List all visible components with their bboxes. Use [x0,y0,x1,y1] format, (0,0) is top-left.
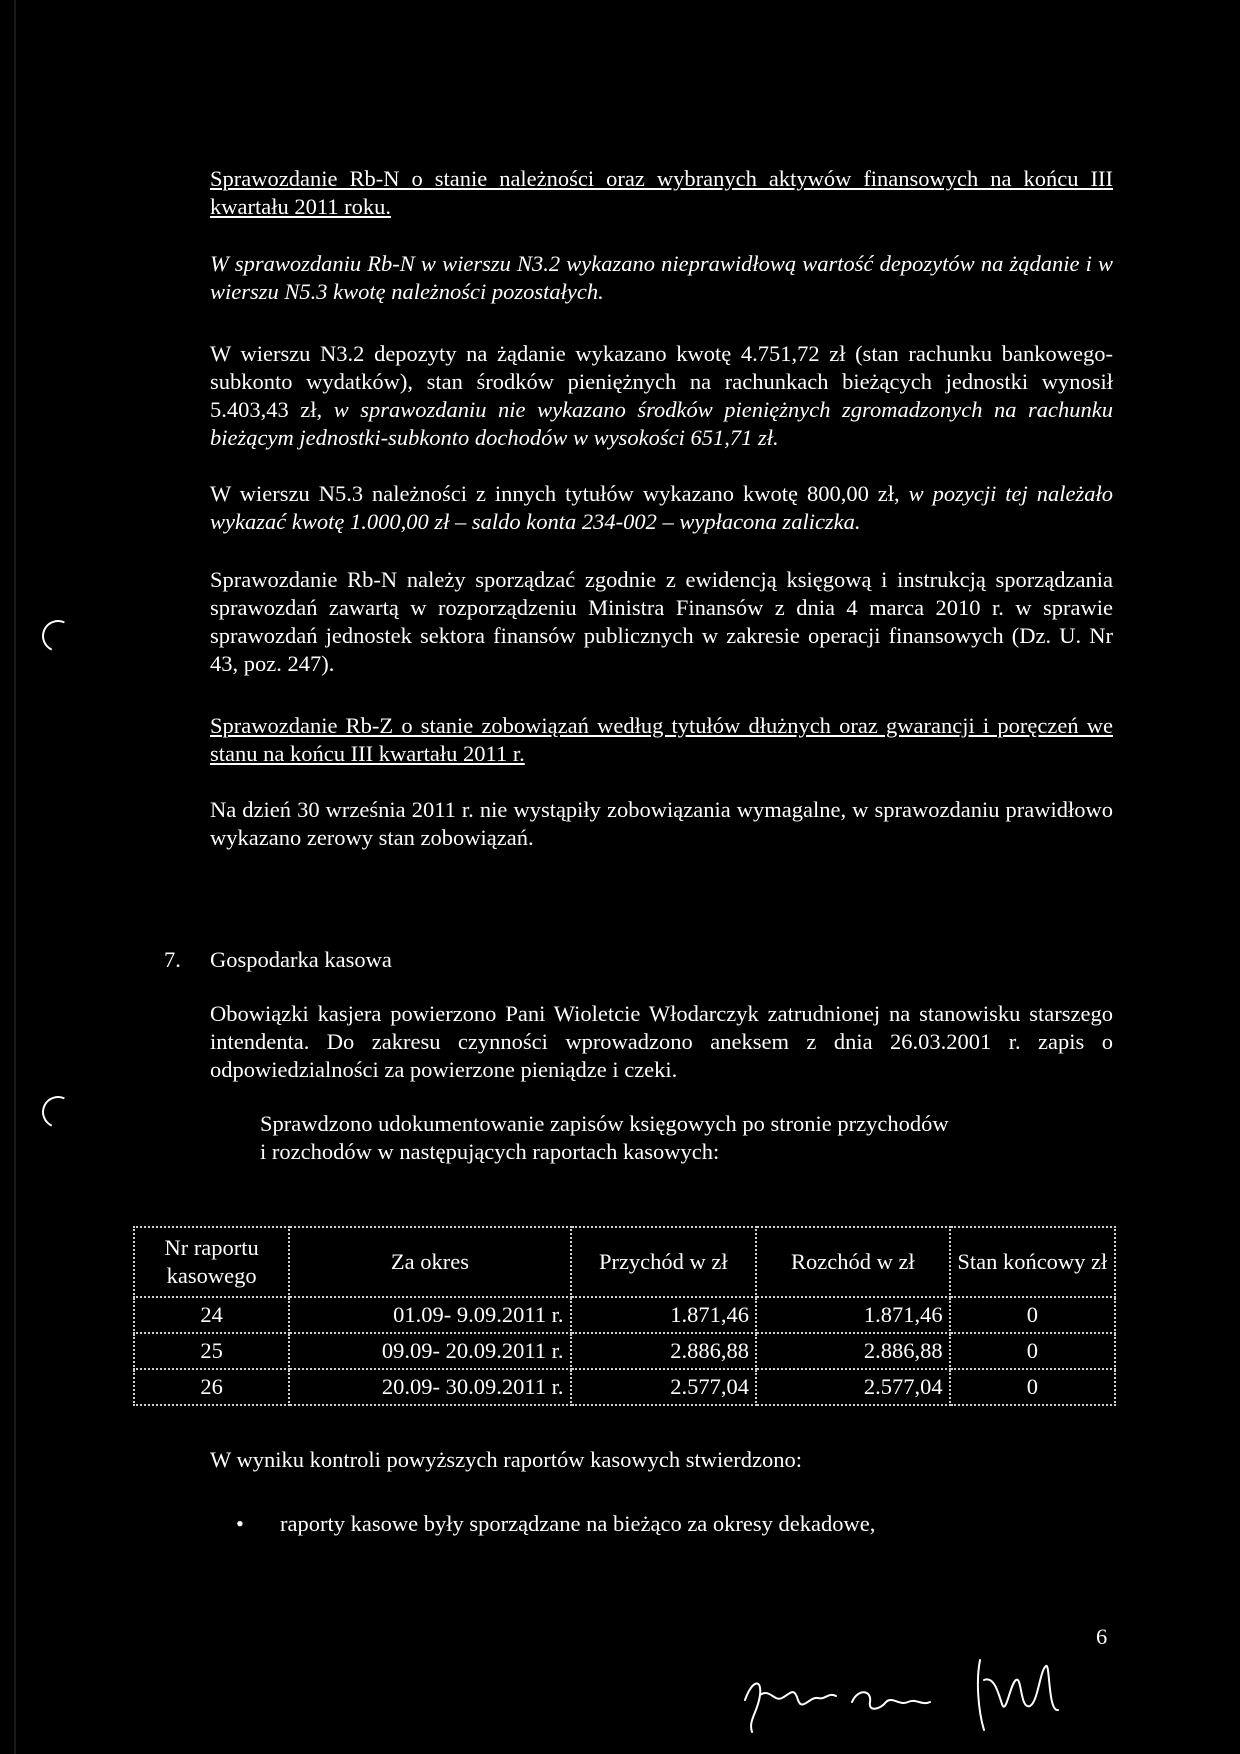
cell-expense: 1.871,46 [756,1297,950,1333]
cell-closing-balance: 0 [950,1297,1115,1333]
rbn-para2-italic: w pozycji tej należało wykazać kwotę 1.000,00 zł – saldo konta 234-002 – wypłacona zaliczka. [210,481,1113,534]
page-edge-line [14,0,16,1754]
rbn-para3-text: Sprawozdanie Rb-N należy sporządzać zgodnie z ewidencją księgową i instrukcją sporządzania sprawozdań zawartą w rozporządzeniu Ministra Finansów z dnia 4 marca 2010 r. w sprawie sprawozdań jednostek sektora finansów publicznych w zakresie operacji finansowych (Dz. U. Nr 43, poz. 247). [210,567,1113,676]
page-number: 6 [1096,1624,1108,1649]
rbn-para2-plain: W wierszu N5.3 należności z innych tytułów wykazano kwotę 800,00 zł, [210,481,900,506]
cell-period: 09.09- 20.09.2011 r. [289,1333,570,1369]
cell-expense: 2.886,88 [756,1333,950,1369]
cell-report-number: 24 [134,1297,289,1333]
rbn-paragraph-2 [210,480,1113,536]
header-report-number: Nr raportu kasowego [134,1227,289,1297]
rbn-heading-text: Sprawozdanie Rb-N o stanie należności oraz wybranych aktywów finansowych na końcu III kwartału 2011 roku. [210,166,1113,219]
findings-list [236,1510,1096,1538]
signature-2 [852,1692,930,1709]
header-expense: Rozchód w zł [756,1227,950,1297]
after-table-text [210,1446,1113,1474]
rbz-heading [210,712,1113,768]
rbn-para1-italic: w sprawozdaniu nie wykazano środków pieniężnych zgromadzonych na rachunku bieżącym jednostki-subkonto dochodów w wysokości 651,71 zł. [210,397,1113,450]
signature-1 [745,1684,836,1732]
punch-hole-mark [37,1091,78,1132]
cell-income: 1.871,46 [571,1297,757,1333]
header-income: Przychód w zł [571,1227,757,1297]
section-title: Gospodarka kasowa [210,947,392,972]
cell-report-number: 25 [134,1333,289,1369]
rbn-finding-text: W sprawozdaniu Rb-N w wierszu N3.2 wykazano nieprawidłową wartość depozytów na żądanie i w wierszu N5.3 kwotę należności pozostałych. [210,251,1113,304]
cell-income: 2.886,88 [571,1333,757,1369]
cell-income: 2.577,04 [571,1369,757,1405]
header-period: Za okres [289,1227,570,1297]
rbz-para-text: Na dzień 30 września 2011 r. nie wystąpiły zobowiązania wymagalne, w sprawozdaniu prawidłowo wykazano zerowy stan zobowiązań. [210,797,1113,850]
after-table-sentence: W wyniku kontroli powyższych raportów kasowych stwierdzono: [210,1447,802,1472]
rbn-finding [210,250,1113,306]
table-row [134,1297,1115,1333]
cell-period: 20.09- 30.09.2011 r. [289,1369,570,1405]
table-row [134,1333,1115,1369]
table-row [134,1369,1115,1405]
section7-para2-text: Sprawdzono udokumentowanie zapisów księgowych po stronie przychodów i rozchodów w następujących raportach kasowych: [260,1111,949,1164]
cell-expense: 2.577,04 [756,1369,950,1405]
handwritten-signatures [740,1640,1120,1740]
rbz-heading-text: Sprawozdanie Rb-Z o stanie zobowiązań według tytułów dłużnych oraz gwarancji i poręczeń we stanu na końcu III kwartału 2011 r. [210,713,1113,766]
section7-para1-text: Obowiązki kasjera powierzono Pani Wioletcie Włodarczyk zatrudnionej na stanowisku starszego intendenta. Do zakresu czynności wprowadzono aneksem z dnia 26.03.2001 r. zapis o odpowiedzialności za powierzone pieniądze i czeki. [210,1001,1113,1082]
cash-reports-table [133,1226,1116,1406]
section-7-paragraph-1 [210,1000,1113,1084]
signature-3 [978,1660,1058,1730]
rbn-paragraph-1 [210,340,1113,452]
section-number: 7. [164,947,181,972]
list-item: • raporty kasowe były sporządzane na bieżąco za okresy dekadowe, [236,1510,1096,1538]
punch-hole-mark [37,615,78,656]
cell-closing-balance: 0 [950,1369,1115,1405]
cell-period: 01.09- 9.09.2011 r. [289,1297,570,1333]
rbn-heading [210,165,1113,221]
section-7-heading [164,946,392,974]
cell-closing-balance: 0 [950,1333,1115,1369]
rbn-paragraph-3 [210,566,1113,678]
section-7-paragraph-2 [260,1110,960,1166]
rbz-paragraph [210,796,1113,852]
rbn-para1-plain: W wierszu N3.2 depozyty na żądanie wykazano kwotę 4.751,72 zł (stan rachunku bankowego-subkonto wydatków), stan środków pieniężnych na rachunkach bieżących jednostki wynosił 5.403,43 zł, [210,341,1113,422]
header-closing-balance: Stan końcowy zł [950,1227,1115,1297]
table-header-row [134,1227,1115,1297]
cell-report-number: 26 [134,1369,289,1405]
